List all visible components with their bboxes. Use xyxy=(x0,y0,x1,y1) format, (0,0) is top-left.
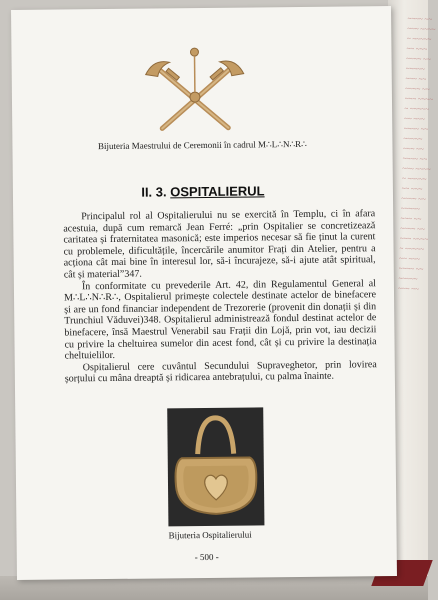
section-title: OSPITALIERUL xyxy=(170,183,265,200)
adjacent-page-text: ~~~~ ~~ ~~~ ~~~~ ~ ~~~~~ ~~ ~~~ ~~~~ ~~ ~~~~~ ~~~ ~~ ~~~~ ~~ ~~~ ~~~~ ~ ~~~~~ ~~ ~~~ ~~~~ ~~ ~~~~~ ~~~ ~~ ~~~~ ~~ ~~~ ~~~~ ~ ~~~~~ ~~ ~~~ ~~~~ ~~ ~~~~~ ~~~ ~~ ~~~~ ~~ ~~~ ~~~~ ~ ~~~~~ ~~ ~~~ ~~~~ ~~ ~~~~~ ~~~ ~~ xyxy=(398,14,436,294)
book-page xyxy=(11,6,397,580)
purse-jewel-image xyxy=(167,407,264,526)
paragraph: Principalul rol al Ospitalierului nu se exercită în Templu, ci în afara acestuia, după cum remarcă Jean Ferré: „prin Ospitalier se concretizează caritatea și fraternitatea masonică; este imperios necesar să fie ținut la curent cu problemele, dificultățile, încercările anumitor Frați din Atelier, pentru a acționa cât mai bine în interesul lor, să-i încurajeze, să-i ajute atât spiritual, cât și material”347. xyxy=(63,208,376,281)
bottom-image-caption: Bijuteria Ospitalierului xyxy=(168,529,252,541)
top-image-caption: Bijuteria Maestrului de Ceremonii în cadrul M∴L∴N∴R∴ xyxy=(97,138,307,152)
table-surface xyxy=(0,576,428,600)
section-number: II. 3. xyxy=(141,184,167,200)
paragraph: În conformitate cu prevederile Art. 42, din Regulamentul General al M∴L∴N∴R∴, Ospitalierul primește colectele destinate actelor de binefacere și are un fond financiar independent de Trezorerie (provenit din donații și din Trunchiul Văduvei)348. Ospitalierul administrează fondul destinat actelor de binefacere, însă Maestrul Venerabil sau Frații din Lojă, prin vot, iau decizii cu privire la cheltuirea sumelor din acest fond, cât și cu privire la destinația cheltuielilor. xyxy=(63,277,377,362)
body-text xyxy=(63,208,377,385)
section-heading xyxy=(13,182,393,201)
page-number: - 500 - xyxy=(194,551,219,563)
crossed-swords-jewel-image xyxy=(139,44,250,141)
paragraph: Ospitalierul cere cuvântul Secundului Supraveghetor, prin lovirea șorțului cu mâna dreaptă și ridicarea antebrațului, cu palma înainte. xyxy=(64,358,377,385)
